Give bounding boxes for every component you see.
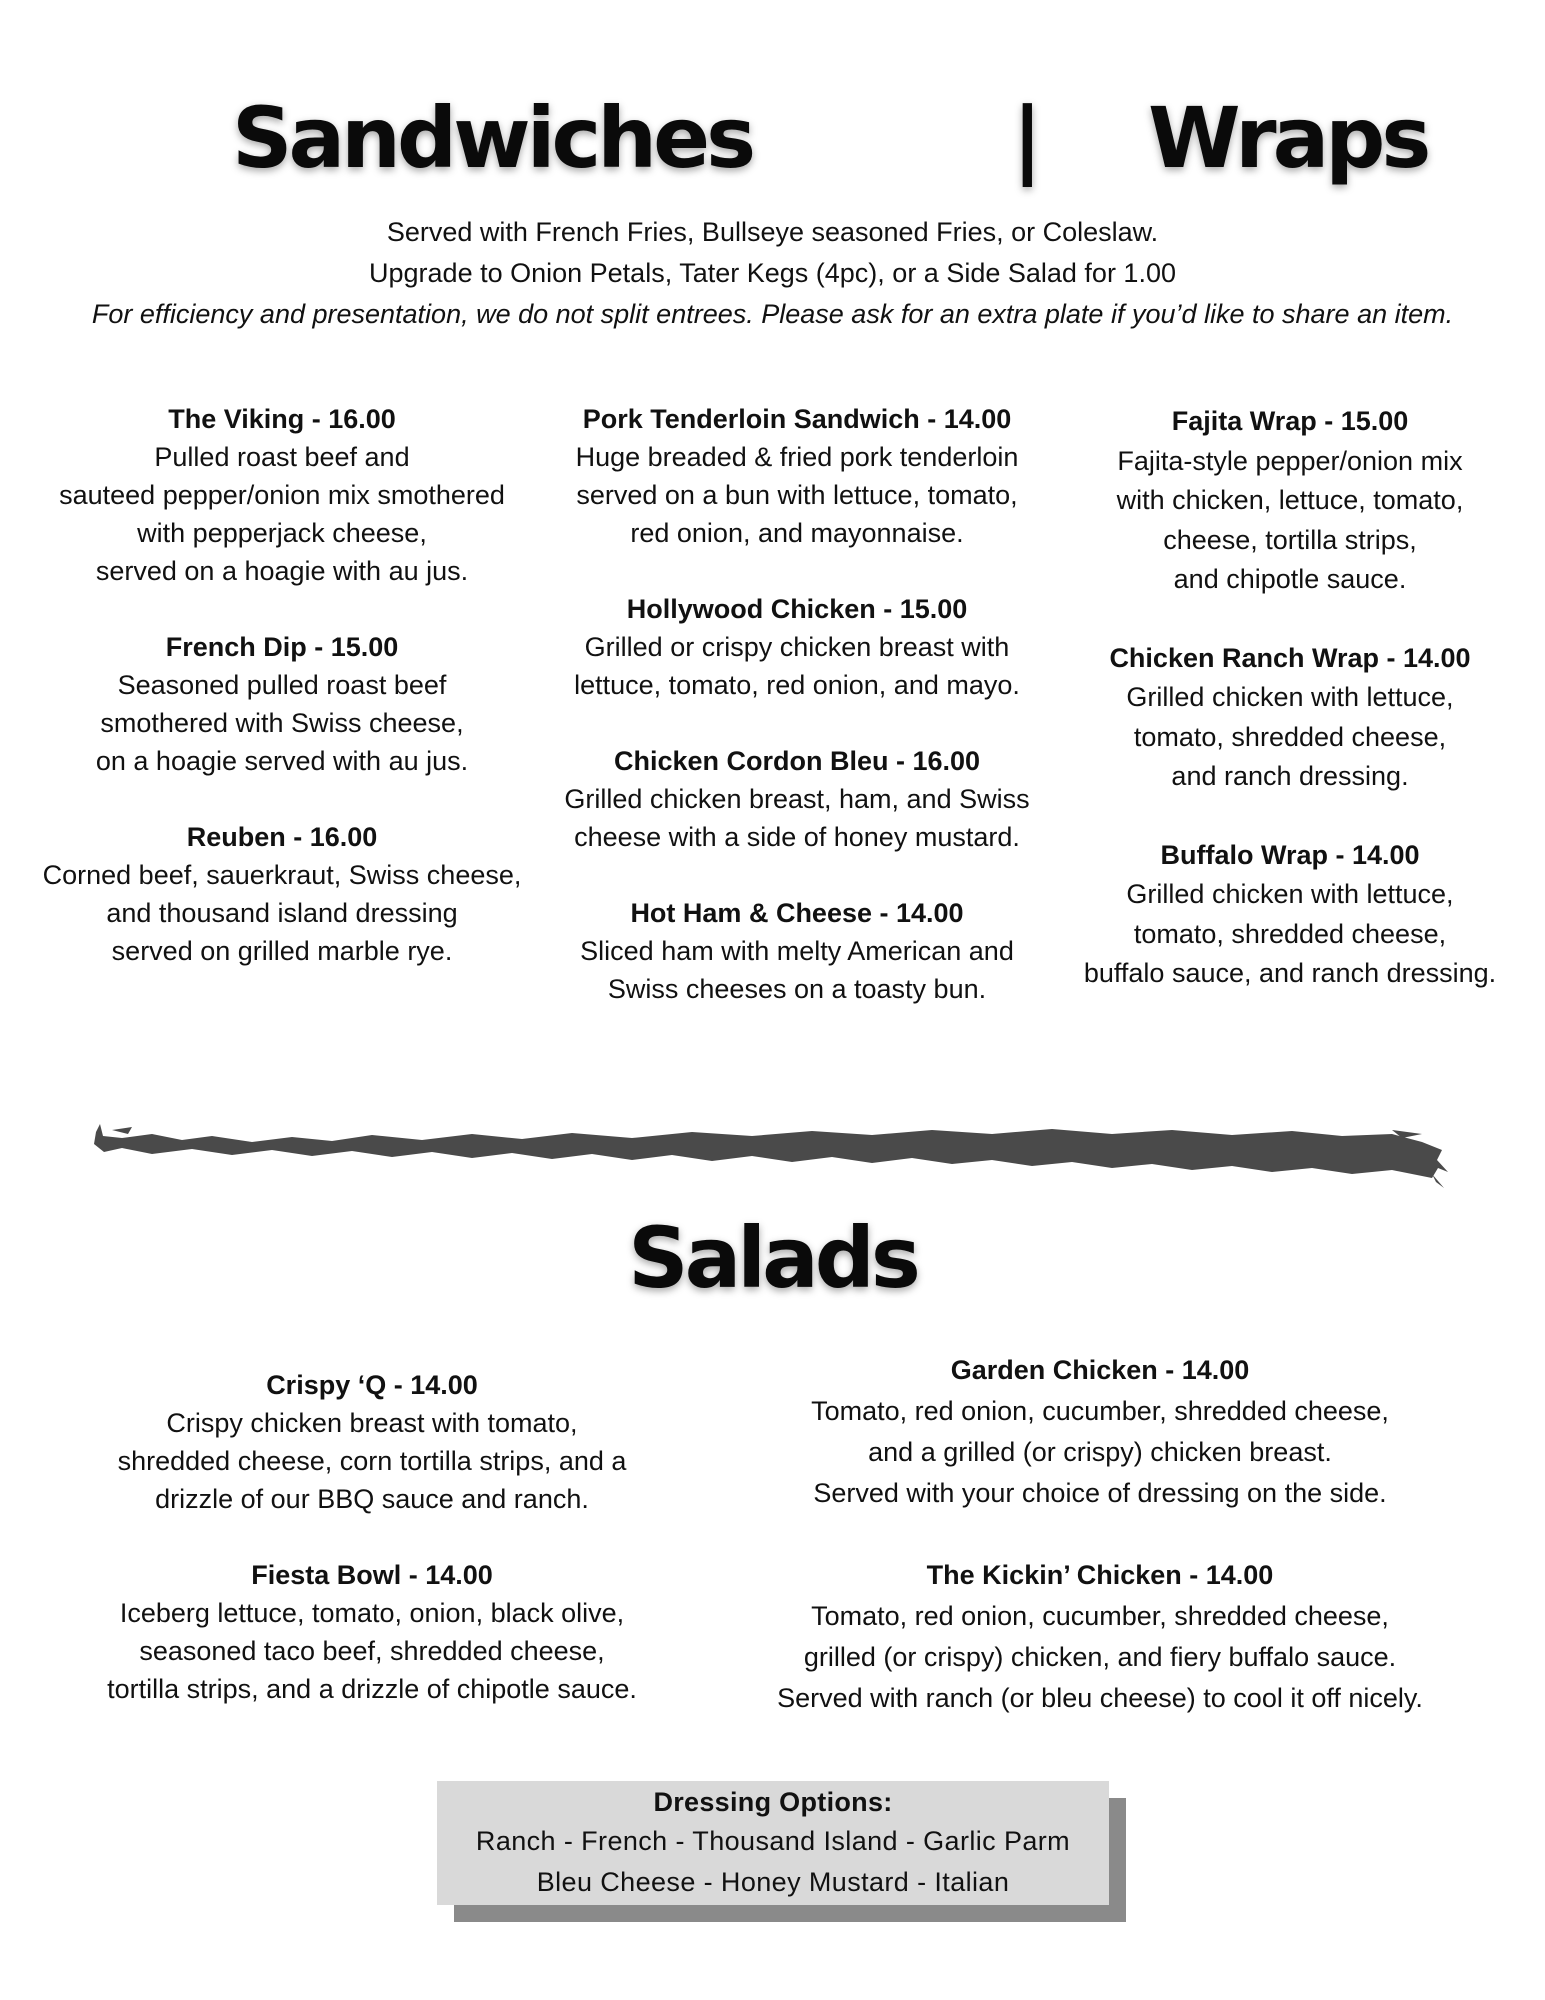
dressing-options-title: Dressing Options: bbox=[653, 1787, 893, 1817]
menu-item bbox=[1060, 836, 1520, 994]
menu-item-description: Tomato, red onion, cucumber, shredded cheese, and a grilled (or crispy) chicken breast. Served with your choice of dressing on the side. bbox=[811, 1396, 1389, 1508]
salads-heading: Salads bbox=[628, 1209, 917, 1307]
menu-item-title: Crispy ‘Q - 14.00 bbox=[266, 1370, 478, 1400]
brush-stroke-divider bbox=[92, 1122, 1452, 1194]
menu-item bbox=[22, 628, 542, 780]
menu-item-description: Pulled roast beef and sauteed pepper/onion mix smothered with pepperjack cheese, served on a hoagie with au jus. bbox=[59, 442, 505, 586]
menu-item-title: The Kickin’ Chicken - 14.00 bbox=[926, 1560, 1274, 1590]
menu-item-title: Hot Ham & Cheese - 14.00 bbox=[630, 898, 964, 928]
menu-item bbox=[92, 1366, 652, 1518]
menu-item-title: The Viking - 16.00 bbox=[168, 404, 396, 434]
menu-item-description: Crispy chicken breast with tomato, shredded cheese, corn tortilla strips, and a drizzle of our BBQ sauce and ranch. bbox=[117, 1408, 627, 1514]
menu-item bbox=[542, 590, 1052, 704]
menu-item bbox=[740, 1350, 1460, 1514]
intro-line-sides: Served with French Fries, Bullseye seasoned Fries, or Coleslaw. bbox=[386, 217, 1159, 247]
menu-item-description: Grilled chicken breast, ham, and Swiss cheese with a side of honey mustard. bbox=[564, 784, 1030, 852]
menu-item bbox=[542, 894, 1052, 1008]
menu-item-description: Sliced ham with melty American and Swiss cheeses on a toasty bun. bbox=[580, 936, 1014, 1004]
sandwiches-column-1 bbox=[22, 400, 542, 1008]
menu-item-description: Tomato, red onion, cucumber, shredded cheese, grilled (or crispy) chicken, and fiery buffalo sauce. Served with ranch (or bleu cheese) to cool it off nicely. bbox=[777, 1601, 1423, 1713]
menu-item-title: Reuben - 16.00 bbox=[186, 822, 378, 852]
menu-item-title: Fiesta Bowl - 14.00 bbox=[251, 1560, 493, 1590]
menu-item-description: Fajita-style pepper/onion mix with chicken, lettuce, tomato, cheese, tortilla strips, and chipotle sauce. bbox=[1116, 445, 1464, 594]
menu-item-title: Hollywood Chicken - 15.00 bbox=[626, 594, 968, 624]
menu-item-title: Chicken Cordon Bleu - 16.00 bbox=[613, 746, 981, 776]
menu-item-description: Grilled or crispy chicken breast with lettuce, tomato, red onion, and mayo. bbox=[574, 632, 1020, 700]
intro-line-policy bbox=[0, 294, 1545, 335]
wraps-column bbox=[1060, 402, 1520, 1033]
intro-line-upgrade: Upgrade to Onion Petals, Tater Kegs (4pc), or a Side Salad for 1.00 bbox=[369, 258, 1176, 288]
menu-item-description: Seasoned pulled roast beef smothered with Swiss cheese, on a hoagie served with au jus. bbox=[95, 670, 469, 776]
heading-separator: | bbox=[1012, 89, 1043, 187]
dressing-options-line: Bleu Cheese - Honey Mustard - Italian bbox=[536, 1867, 1010, 1897]
menu-item-title: Garden Chicken - 14.00 bbox=[950, 1355, 1250, 1385]
menu-item bbox=[542, 742, 1052, 856]
menu-item-description: Iceberg lettuce, tomato, onion, black olive, seasoned taco beef, shredded cheese, tortilla strips, and a drizzle of chipotle sauce. bbox=[107, 1598, 637, 1704]
menu-item-description: Grilled chicken with lettuce, tomato, shredded cheese, and ranch dressing. bbox=[1126, 682, 1454, 791]
menu-item-description: Grilled chicken with lettuce, tomato, shredded cheese, buffalo sauce, and ranch dressing. bbox=[1083, 879, 1497, 988]
wraps-heading: Wraps bbox=[1148, 89, 1428, 187]
sandwiches-column-2 bbox=[542, 400, 1052, 1046]
dressing-options-box bbox=[437, 1781, 1109, 1905]
menu-item-description: Corned beef, sauerkraut, Swiss cheese, and thousand island dressing served on grilled marble rye. bbox=[42, 860, 522, 966]
menu-item-description: Huge breaded & fried pork tenderloin served on a bun with lettuce, tomato, red onion, and mayonnaise. bbox=[575, 442, 1019, 548]
intro-policy-text: For efficiency and presentation, we do not split entrees. Please ask for an extra plate if you’d like to share an item. bbox=[91, 299, 1454, 329]
dressing-options-line: Ranch - French - Thousand Island - Garlic Parm bbox=[475, 1826, 1071, 1856]
menu-item-title: Fajita Wrap - 15.00 bbox=[1171, 406, 1409, 436]
menu-item-title: Pork Tenderloin Sandwich - 14.00 bbox=[582, 404, 1012, 434]
menu-item-title: French Dip - 15.00 bbox=[165, 632, 399, 662]
menu-item bbox=[1060, 402, 1520, 600]
menu-item bbox=[740, 1555, 1460, 1719]
menu-item bbox=[1060, 639, 1520, 797]
salads-column-right bbox=[740, 1350, 1460, 1760]
menu-item bbox=[542, 400, 1052, 552]
menu-item-title: Chicken Ranch Wrap - 14.00 bbox=[1109, 642, 1471, 673]
menu-item bbox=[92, 1556, 652, 1708]
menu-item bbox=[22, 400, 542, 590]
salads-column-left bbox=[92, 1366, 652, 1746]
menu-item-title: Buffalo Wrap - 14.00 bbox=[1160, 839, 1420, 870]
menu-item bbox=[22, 818, 542, 970]
sandwiches-heading: Sandwiches bbox=[232, 89, 753, 187]
